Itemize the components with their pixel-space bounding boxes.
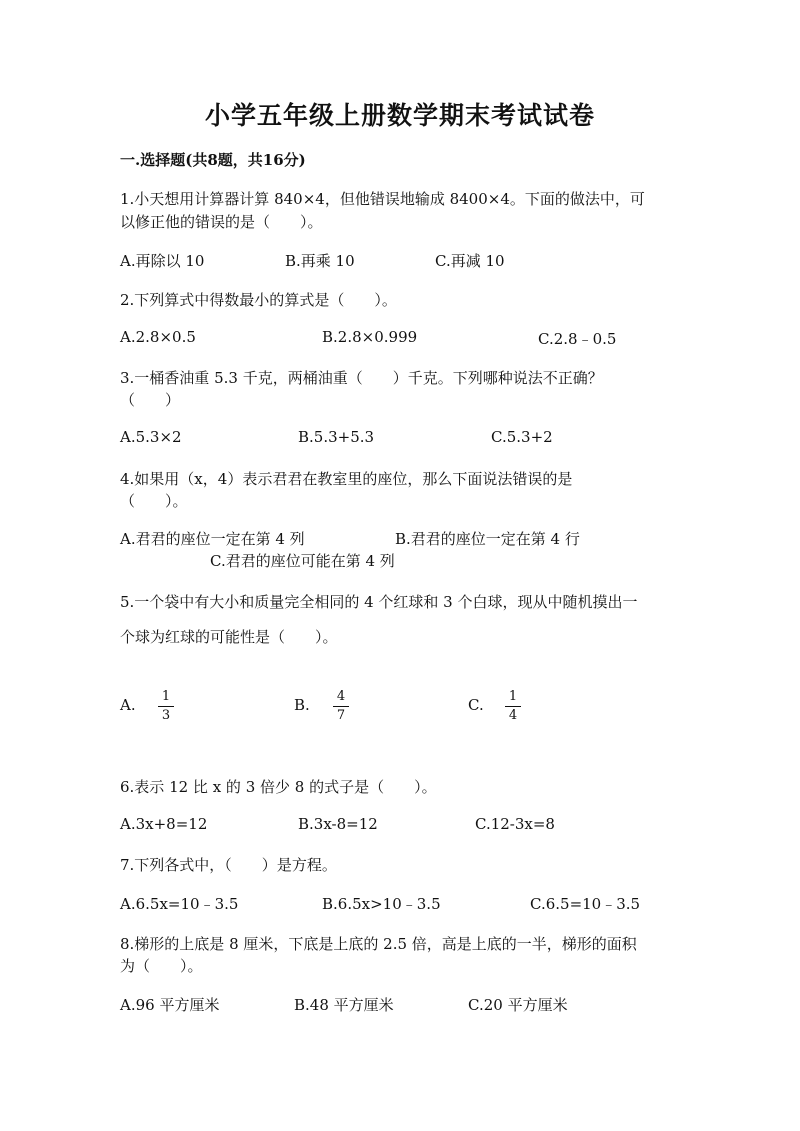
question-8-line-2: 为（ ）。 xyxy=(120,957,203,975)
fraction-denominator: 3 xyxy=(161,708,171,723)
question-2-option-b: B.2.8×0.999 xyxy=(322,328,418,346)
question-4-option-c: C.君君的座位可能在第 4 列 xyxy=(210,552,395,570)
exam-title: 小学五年级上册数学期末考试试卷 xyxy=(204,101,595,130)
fraction-denominator: 4 xyxy=(508,708,518,723)
question-4-option-b: B.君君的座位一定在第 4 行 xyxy=(395,530,580,548)
question-4-line-1: 4.如果用（x，4）表示君君在教室里的座位，那么下面说法错误的是 xyxy=(120,470,573,488)
question-3-line-1: 3.一桶香油重 5.3 千克，两桶油重（ ）千克。下列哪种说法不正确？ xyxy=(120,369,603,387)
question-5-option-a-label: A. xyxy=(120,696,136,714)
question-1-line-2: 以修正他的错误的是（ ）。 xyxy=(120,213,323,231)
fraction-numerator: 1 xyxy=(161,689,171,704)
question-5-option-b-fraction xyxy=(333,690,349,723)
question-4-option-a: A.君君的座位一定在第 4 列 xyxy=(120,530,305,548)
question-7-option-b: B.6.5x>10﹣3.5 xyxy=(322,895,441,913)
question-6-option-a: A.3x+8=12 xyxy=(120,815,208,833)
question-7-option-a: A.6.5x=10﹣3.5 xyxy=(120,895,239,913)
question-8-option-c: C.20 平方厘米 xyxy=(468,996,568,1014)
section-heading: 一.选择题(共8题，共16分) xyxy=(120,151,306,169)
fraction-bar xyxy=(505,706,521,707)
question-6-option-b: B.3x-8=12 xyxy=(298,815,378,833)
question-8-option-b: B.48 平方厘米 xyxy=(294,996,394,1014)
question-4-line-2: （ ）。 xyxy=(120,492,188,510)
question-5-option-a-fraction xyxy=(158,690,174,723)
question-2-line-1: 2.下列算式中得数最小的算式是（ ）。 xyxy=(120,291,397,309)
question-5-option-c-fraction xyxy=(505,690,521,723)
fraction-numerator: 4 xyxy=(336,689,346,704)
question-1-line-1: 1.小天想用计算器计算 840×4，但他错误地输成 8400×4。下面的做法中，可 xyxy=(120,190,645,208)
question-5-option-b-label: B. xyxy=(294,696,310,714)
question-6-line-1: 6.表示 12 比 x 的 3 倍少 8 的式子是（ ）。 xyxy=(120,778,437,796)
question-8-line-1: 8.梯形的上底是 8 厘米，下底是上底的 2.5 倍，高是上底的一半，梯形的面积 xyxy=(120,935,637,953)
question-6-option-c: C.12-3x=8 xyxy=(475,815,555,833)
fraction-bar xyxy=(333,706,349,707)
question-5-line-1: 5.一个袋中有大小和质量完全相同的 4 个红球和 3 个白球，现从中随机摸出一 xyxy=(120,593,638,611)
fraction-numerator: 1 xyxy=(508,689,518,704)
question-7-line-1: 7.下列各式中，（ ）是方程。 xyxy=(120,856,337,874)
question-1-option-a: A.再除以 10 xyxy=(120,252,205,270)
question-1-option-c: C.再减 10 xyxy=(435,252,505,270)
question-1-option-b: B.再乘 10 xyxy=(285,252,355,270)
question-3-option-c: C.5.3+2 xyxy=(491,428,553,446)
question-7-option-c: C.6.5=10﹣3.5 xyxy=(530,895,641,913)
question-3-option-a: A.5.3×2 xyxy=(120,428,182,446)
question-5-option-c-label: C. xyxy=(468,696,484,714)
fraction-denominator: 7 xyxy=(336,708,346,723)
question-3-option-b: B.5.3+5.3 xyxy=(298,428,375,446)
fraction-bar xyxy=(158,706,174,707)
question-2-option-a: A.2.8×0.5 xyxy=(120,328,196,346)
question-8-option-a: A.96 平方厘米 xyxy=(120,996,220,1014)
question-5-line-2: 个球为红球的可能性是（ ）。 xyxy=(120,628,338,646)
question-2-option-c: C.2.8﹣0.5 xyxy=(538,330,617,348)
question-3-line-2: （ ） xyxy=(120,391,181,409)
